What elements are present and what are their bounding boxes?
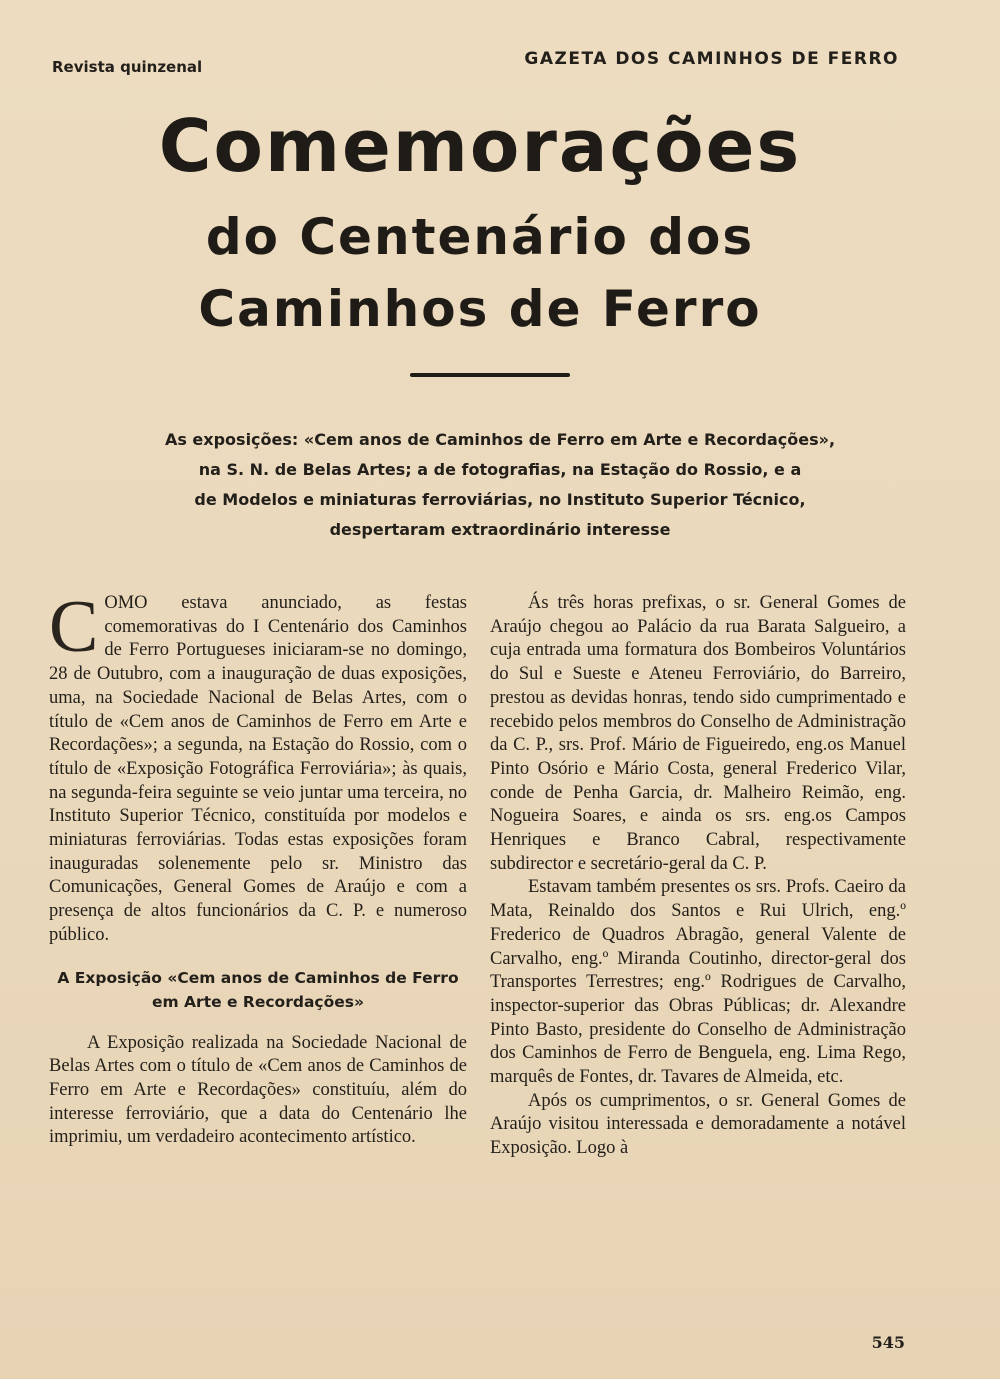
article-column-right [490,592,906,1161]
subtitle-line-3: de Modelos e miniaturas ferroviárias, no Instituto Superior Técnico, [194,490,806,509]
article-paragraph: OMO estava anunciado, as festas comemorativas do I Centenário dos Caminhos de Ferro Portugueses iniciaram-se no domingo, 28 de Outubro, com a inauguração de duas exposições, uma, na Sociedade Nacional de Belas Artes, com o título de «Cem anos de Caminhos de Ferro em Arte e Recordações»; a segunda, na Estação do Rossio, com o título de «Exposição Fotográfica Ferroviária»; às quais, na segunda-feira seguinte se veio juntar uma terceira, no Instituto Superior Técnico, constituída por modelos e miniaturas ferroviárias. Todas estas exposições foram inauguradas solenemente pelo sr. Ministro das Comunicações, General Gomes de Araújo e com a presença de altos funcionários da C. P. e numeroso público. [49,593,467,945]
title-divider [410,373,570,377]
article-paragraph: Após os cumprimentos, o sr. General Gomes de Araújo visitou interessada e demoradamente a notável Exposição. Logo à [490,1090,906,1159]
title-line-2: do Centenário dos [205,208,755,266]
header-periodicity: Revista quinzenal [52,58,203,76]
subtitle-line-4: despertaram extraordinário interesse [329,520,671,539]
article-paragraph: Estavam também presentes os srs. Profs. Caeiro da Mata, Reinaldo dos Santos e Rui Ulrich, eng.º Frederico de Quadros Abragão, general Valente de Carvalho, eng.º Miranda Coutinho, director-geral dos Transportes Terrestres; eng.º Rodrigues de Carvalho, inspector-superior das Obras Públicas; dr. Alexandre Pinto Basto, presidente do Conselho de Administração dos Caminhos de Ferro de Benguela, eng. Lima Rego, marquês de Fontes, dr. Tavares de Almeida, etc. [490,877,906,1088]
title-line-1: Comemorações [158,104,802,188]
article-column-left [49,586,467,1150]
page-number: 545 [871,1333,905,1352]
article-paragraph: Ás três horas prefixas, o sr. General Gomes de Araújo chegou ao Palácio da rua Barata Salgueiro, a cuja entrada uma formatura dos Bombeiros Voluntários do Sul e Sueste e Ateneu Ferroviário, do Barreiro, prestou as devidas honras, tendo sido cumprimentado e recebido pelos membros do Conselho de Administração da C. P., srs. Prof. Mário de Figueiredo, eng.os Manuel Pinto Osório e Mário Costa, general Frederico Vilar, conde de Penha Garcia, dr. Malheiro Reimão, eng. Nogueira Soares, e ainda os srs. eng.os Campos Henriques e Branco Cabral, respectivamente subdirector e secretário-geral da C. P. [490,593,906,874]
header-publication-name: GAZETA DOS CAMINHOS DE FERRO [524,49,899,69]
subtitle-line-1: As exposições: «Cem anos de Caminhos de Ferro em Arte e Recordações», [164,430,836,449]
title-line-3: Caminhos de Ferro [198,280,762,338]
subtitle-line-2: na S. N. de Belas Artes; a de fotografias, na Estação do Rossio, e a [198,460,802,479]
subtitle [70,425,930,545]
article-paragraph: A Exposição realizada na Sociedade Nacional de Belas Artes com o título de «Cem anos de Caminhos de Ferro em Arte e Recordações» constituíu, além do interesse ferroviário, que a data do Centenário lhe imprimiu, um verdadeiro acontecimento artístico. [49,1032,467,1148]
drop-cap: C [49,586,99,668]
section-heading: A Exposição «Cem anos de Caminhos de Ferro em Arte e Recordações» [57,968,459,1011]
